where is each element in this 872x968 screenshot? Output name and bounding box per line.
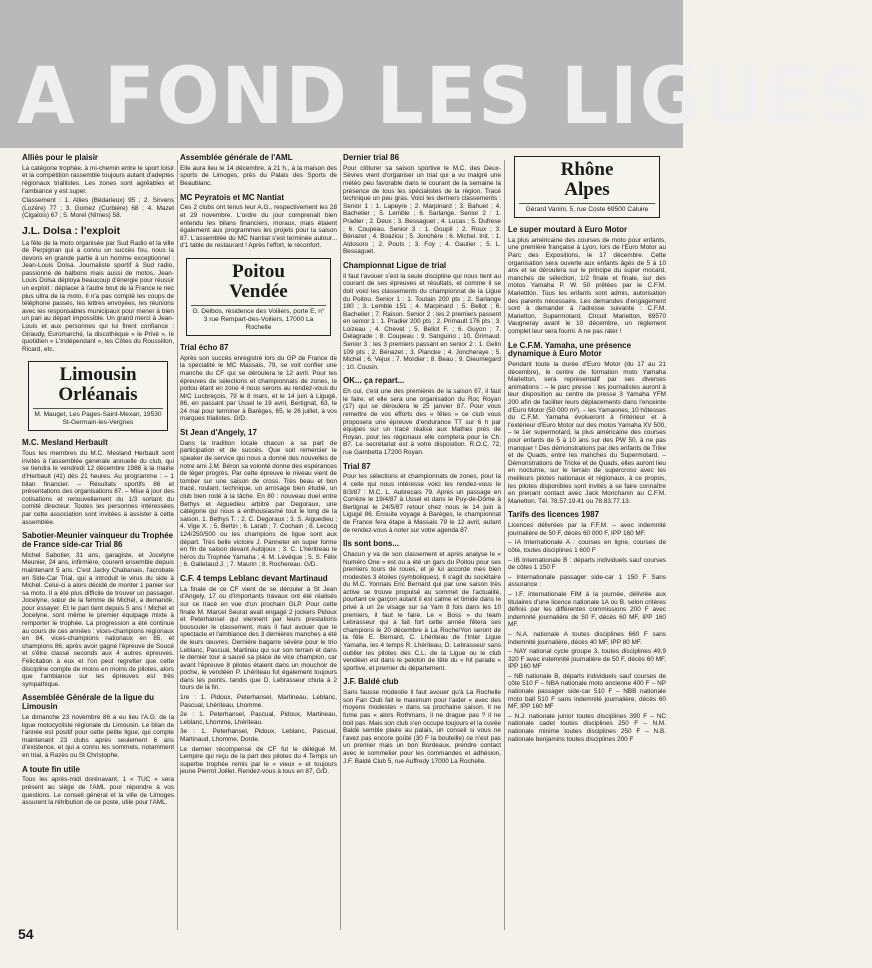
- league-name: Poitou: [232, 260, 285, 282]
- league-name: Orléanais: [58, 384, 138, 406]
- column-4: [508, 148, 666, 948]
- article-text: Tous les après-midi dorénavant, 1 « TUC » sera présent au siège de l'AML pour répondre à vos questions. Le conseil général et la ville de Limoges assurent la rétribution de ce poste, utile pour l'AML.: [22, 776, 174, 807]
- article-text: Classement : 1. Allies (Bédarieux) 95 ; 2. Sirvens (Lozère) 77 ; 3. Gomez (Curbière) 68 ; 4. Mazet (Cigalois) 67 ; 5. Morel (Nîmes) 58.: [22, 197, 174, 220]
- article-text: 3e : 1. Peterhansel, Pidoux, Leblanc, Pascual, Martinaud, Lhomme, Dorde.: [180, 728, 337, 744]
- section-banner: [0, 0, 872, 148]
- article-text: Michel Sabotier, 31 ans, garagiste, et Jocelyne Meunier, 24 ans, infirmière, courent ensemble depuis maintenant 5 ans. C'est Jacky Chabanais, l'acrobate en Side-Car Trial, qui a introduit le virus du side à Michel. Celui-ci a alors décidé de monter 1 panier sur sa moto. Il a été plus difficile de trouver un passager. Jocelyne, sœur de la femme de Michel, a demandé, pour essayer. Et le pari tient depuis 5 ans ! Michel et Jocelyne, sont même le premier équipage mixte à remporter le trophée. La progression a été continue au cours de ces années : vices-champions régionaux en 84, vices-champions nationaux en 85, et champions 86, après avoir gagné l'épreuve de Soucé et s'être classé seconds aux 4 autres épreuves. Félicitation à eux et l'on peut regretter que cette discipline compte de moins en moins de pilotes, alors que l'ambiance sur les épreuves est très sympathique.: [22, 551, 174, 688]
- article-text: Le dimanche 23 novembre 86 a eu lieu l'A.G. de la ligue motocycliste régionale du Limousin. Le bilan de l'année est positif pour cette petite ligue, qui compte maintenant 23 clubs après seulement 6 ans d'existence, et qui a connu les sommets, notamment en trial, à Razès ou St Christophe.: [22, 714, 174, 759]
- article-text: Pendant toute la durée d'Euro Motor (du 17 au 21 décembre), le centre de formation moto Yamaha Marietton, sera représentatif par ses diverses animations : – le parc presse : les journalistes auront à leur disposition au centre de presse 3 Yamaha YFM 200 afin de faciliter leurs déplacements dans l'enceinte d'Euro Motor (50 000 m²). – les Yamaones, 10 hôtesses du C.F.M. Yamaha évolueront à l'intérieur et à l'extérieur d'Euro Motor sur des motos Yamaha XV 500, – le 1er supermotard, la plus américaine des courses pour enfants de 5 à 10 ans sur des PW 50, à ne pas manquer ! Des démonstrations par des enfants de Trike et de Quads, entre les manches du Supermotard. – Démonstrations de Tricke et de Quads, elles auront lieu en nocturne, sur le terrain de supercross avec les meilleurs pilotes nationaux et régionaux, à ce propos, les pilotes disponibles sont invités à se faire connaître en prenant contact avec Jack Monchanin au C.F.M. Marietton. Tél. 78.57.19.41 ou 78.83.77.13.: [508, 361, 666, 505]
- article-text: – IA Internationale A : courses en ligne, courses de côte, toutes disciplines 1 600 F: [508, 539, 666, 554]
- article-text: Pour clôturer sa saison sportive le M.C. des Deux-Sèvres vient d'organiser un trial qui a vu malgré une météo peu favorable dans le courant de la semaine la présence de tous les spécialistes de la région. Tracé technique un peu gras. Voici les derniers classements : Senior 1 : 1. Lapeyre ; 2. Marpinard ; 3. Bahuet ; 4. Bachelier ; 5. Lemble ; 6. Sarlange. Senior 2 : 1. Pradier ; 2. Deux ; 3. Bessaguet ; 4. Lucas ; 5. Dufrese ; 6. Coupeau. Senior 3 : 1. Goupil ; 2. Roux ; 3. Bénazet ; 4. Boaziou ; 5. Jonchère ; 6. Michel. Init. : 1. Aldosoro ; 2. Pouts ; 3. Foy ; 4. Gautier ; 5. L. Bessaguet.: [343, 164, 501, 256]
- league-name: Limousin: [59, 364, 137, 386]
- article-text: Tous les membres du M.C. Mesland Herbault sont invités à l'assemblée générale annuelle du club, qui se tiendra le vendredi 12 décembre 1986 à la mairie d'Herbault (41) dès 21 heures. Au programme : – 1 bilan financier. – Résultats sportifs 86 et présentations des organisations 87. – Mise à jour des cotisations et renouvellement du 1/3 sortant du comité directeur. Toutes les personnes intéressées par cette association sont invitées à assister à cette assemblée.: [22, 450, 174, 526]
- article-heading: Ils sont bons...: [343, 539, 400, 549]
- league-box: [28, 361, 168, 431]
- article-text: – Internationale passager side-car 1 150 F Sans assurance :: [508, 573, 666, 589]
- column-1: [22, 148, 174, 948]
- article-text: Après son succès enregistré lors du GP de France de la spécialité le MC Massais, 79, se voit confier une manche du CF qui se déroulera le 12 avril. Pour les épreuves de sélections et championnats de zones, le poitou étant en zone 4 nous serons au rendez-vous du M/C Lucbreçois, 79 le 8 mars, et le 14 juin à Ligugé, 86, en passant par Ussel le 19 avril, Bertignat, 63, le 24 mai pour terminer à Barèges, 65, le 26 juillet, à vos marques trialistes. G/D.: [180, 354, 337, 423]
- article-heading: C.F. 4 temps Leblanc devant Martinaud: [180, 573, 328, 583]
- article-text: – N.J. nationale junior toutes disciplines 390 F – NC nationale cadet toutes disciplines 250 F – N.M. nationale minime toutes disciplines 250 F – N.B. nationale benjamins toutes disciplines 200 F: [508, 712, 666, 743]
- article-text: Ces 2 clubs ont tenus leur A.G., respectivement les 28 et 29 novembre. L'ordre du jour comprenait bien entendu les bilans financiers, moraux, mais étaient également aux programmes les projets pour la saison 87. L'assemblée du MC Nantiat s'est terminée autour... d'1 table de restaurant ! Après l'effort, le réconfort.: [180, 204, 337, 250]
- article-text: Le dernier récompensé de CF fut le délégué M. Lempire qui reçu de la part des pilotes du 4 Temps un superbe trophée remis par le « vieux » et toujours jeune Pierrot Joillet. Rendez-vous à tous en 87, G/D.: [180, 745, 337, 776]
- article-text: – N.A. nationale A toutes disciplines 660 F sans indemnité journalière, décès 40 MF, IPP 80 MF.: [508, 630, 666, 646]
- article-text: Pour les sélections et championnats de zones, pour la 4 celle qui nous intéresse voici les rendez-vous le 8/3/87 : M.C. L. Aubrecais 79. Après un passage en Corrèze le 19/4/87 à Ussel et dans le Puy-de-Dôme à Bertignat le 24/5/87 retour chez nous le 14 juin à Ligugé 86. Ensuite voyage à Barèges, le championnat de France fera étape à Massais 79 le 12 avril, autant de rendez-vous à noter sur votre agenda 87.: [343, 473, 501, 534]
- article-heading: MC Peyratois et MC Nantiat: [180, 192, 285, 202]
- article-text: 2e : 1. Peterhansel, Pascual, Pidoux, Martineau, Leblanc, Lhomme, Lhériteau.: [180, 711, 337, 726]
- article-heading: Alliés pour le plaisir: [22, 153, 99, 162]
- article-text: La fête de la moto organisée par Sud Radio et la ville de Perpignan qui a connu un succès fou, nous la devons en grande partie à un homme exceptionnel : Jean-Louis Dolsa. Journaliste sportif à Sud radio, passionné de balbons mais aussi de motos, Jean-Louis Dolsa déploya beaucoup d'énergie pour réussir un exploit : déplacer à l'autre bout de la France le nec plus ultra de la moto. Il n'a pas compté les coups de téléphone passés, les lettres envoyées, les réunions avec les responsables municipaux pour mener à bien un pari au départ impossible. Un grand merci à Jean-Louis et aux personnes qui lui firent confiance : Giraudy, Euromarché, la discothèque « le Privé », le quotidien « L'Indépendant », les Côtes du Roussillon, Ricard, etc.: [22, 239, 174, 353]
- article-text: Dans la tradition locale chacun a sa part de participation et de succès. Que soit remercier le speaker de service qui nous a donné des nouvelles de notre ami J.M. Béron sa volonté donne des espérances de léger progrès. Par cette épreuve le niveau vient de tomber sur une saison de cross. Très beau et bon tracé, roulant, technique, un arrosage bien étudié, un club bien rodé à la tâche. En 80 : nouveau duel entre Bethys et Aiguedieu arbitré par Degoraux, une catégorie qui nous a enthousiasmé tout le long de la saison. 1. Bethys T. ; 2. C. Degoraux ; 3. S. Aiguedieu ; 4. Vige X. ; 5. Bertin ; 6. Larab ; 7. Cochain ; 8. Lecocq 124/250/500 ou les champions de ligue sont aux départ. Très belle victoire J. Panneter en super forme en fin de saison devant Aubijoux ; 3. C. L'héritreau le héros du Trophée Yamaha ; 4. M. Lévêque ; 5. S. Félix ; 6. Galletaud J. ; 7. Maurin ; 8. Rochereau. G/D.: [180, 439, 337, 569]
- article-heading: J.F. Baldé club: [343, 677, 399, 687]
- league-name: Alpes: [564, 179, 610, 200]
- league-address: G. Delbos, résidence des Voiliers, porte E, n° 3 rue Rempart-des-Voiliers, 17000 La Rochelle: [191, 305, 326, 332]
- article-text: Il faut l'avouer s'est la seule discipline qui nous tient au courant de ses épreuves et résultats, et comme il se doit voici les classements du championnat de la Ligue du Poitou. Senior 1 : 1. Toutain 200 pts ; 2. Sarlange 180 ; 3. Lemble 151 ; 4. Marpinard ; 5. Bellot ; 6. Bachelier ; 7. Raison. Senior 2 : les 2 premiers passent en senior 1 : 1. Pradier 200 pts ; 2. Primault 176 pts ; 3. Loizeau ; 4. Chevet ; 5. Bellot F. ; 6. Guyon ; 7. Delagrade ; 8. Coupeau ; 9. Sanguino ; 10. Grimaud. Senior 3 : les 3 premiers passant en senior 2 : 1. Gelin 109 pts ; 2. Bénazet ; 3. Plancke ; 4. Joncheraye ; 5. Michel ; 6. Vejux ; 7. Mordier ; 8. Beau ; 9. Dieumegard ; 10. Cousin.: [343, 272, 501, 371]
- article-text: Licences délivrées par la F.F.M. – avec indemnité journalière de 50 F, décès 60 000 F, IPP 160 MF.: [508, 522, 666, 537]
- league-address: M. Mauget, Les Pages-Saint-Mexan, 19530 St-Germain-les-Vergnes: [33, 408, 163, 427]
- article-text: – I.F. internationale FIM à la journée, délivrée aux titulaires d'une licence nationale 1A ou B. selon critères définis par les différentes commissions 200 F avec indemnité journalière de 50 F, décès 60 MF, IPP 160 MF.: [508, 590, 666, 629]
- article-text: – NB nationale B, départs individuels sauf courses de côte 510 F – NBA nationale moto ancienne 400 F – NP nationale passager side-car 510 F – NBB nationale moto ball 510 F sans indemnité journalière, décès 60 MF, IPP 160 MF: [508, 672, 666, 711]
- league-name: Rhône: [560, 159, 614, 180]
- article-heading: Assemblée Générale de la ligue du Limousin: [22, 693, 155, 712]
- article-text: Chacun y va de son classement et après analyse le « Numéro One » est ou a été un gars du Poitou pour ses premiers tours de roues, et je lui accorde mes bien modestes 3 étoiles (symboliques). Il s'agit du sociétaire du M.C. Yonnais Eric Bernard qui par une saison très active se trouve propulsé au sommet de l'actualité, pourtant ce garçon autant il est calme et timide dans le privé à un 2e visage sur sa Yam 8 fois dans les 10 premiers, il faut le faire. Le « Boss » du team Lebrasseur qui a fait fort cette année fêtera ses champions le 20 décembre à La Roche/Yon seront de la fête E. Bernard, C. Lhériteau de l'Inter Ligue Yamaha, les 4 temps R. Lhériteau, D. Lebrasseur sans oublier les pilotes des C.L. de la Ligue ou le club vendéen est dans le peloton de tête du « hit parade » sportive, et premier du département.: [343, 550, 501, 672]
- article-heading: Tarifs des licences 1987: [508, 510, 600, 520]
- column-rule: [340, 160, 341, 930]
- league-box: [186, 258, 331, 336]
- article-heading: Trial 87: [343, 461, 371, 471]
- article-heading: Championnat Ligue de trial: [343, 260, 447, 270]
- league-box: [514, 156, 660, 218]
- column-3: [343, 148, 501, 948]
- league-address: Gérard Vanini, 5, rue Coste 69500 Caluire: [519, 203, 655, 214]
- league-name: Vendée: [229, 280, 288, 302]
- article-heading: St Jean d'Angely, 17: [180, 428, 257, 438]
- article-heading: Trial écho 87: [180, 342, 229, 352]
- article-heading: A toute fin utile: [22, 764, 80, 774]
- article-heading: M.C. Mesland Herbault: [22, 438, 108, 448]
- column-2: [180, 148, 337, 948]
- article-text: La plus américaine des courses de moto pour enfants, une première française à Lyon, lors de l'Euro Motor au Parc des Expositions, le 17 décembre. Cette organisation sera ouverte aux enfants âgés de 5 à 10 ans et se déroulera sur le principe du super mocard, manches de sélection, 1/2 finale et finale, sur des motos Yamaha P. W. 50 prêtées par le C.F.M. Mariettton. Tous les enfants sont admis, autorisation des parents nécessaire. Les demandes d'engagement sont à demander à l'adresse suivante : C.F.M. Marietton, Supermotard, Circuit Marietton, 69570 Vaugneray avant le 10 décembre, un règlement complet leur sera fourni. A ne pas rater !: [508, 236, 666, 335]
- article-heading: Dernier trial 86: [343, 153, 400, 162]
- article-heading: Le C.F.M. Yamaha, une présence dynamique à Euro Motor: [508, 340, 632, 359]
- column-rule: [177, 160, 178, 930]
- article-text: Elle aura lieu le 14 décembre, à 21 h., à la maison des sports de Limoges, près du Palais des Sports de Beaublanc.: [180, 164, 337, 187]
- banner-title: A FOND LES LIGUES: [17, 52, 872, 142]
- article-heading: OK... ça repart...: [343, 376, 405, 386]
- article-heading: Assemblée générale de l'AML: [180, 153, 293, 162]
- article-text: 1re : 1. Pidoux, Peterhansel, Martineau, Leblanc, Pascual, Lhériteau, Lhomme.: [180, 694, 337, 709]
- article-text: La catégorie trophée, à mi-chemin entre le sport loisir et la compétition rassemble toujours autant d'adeptes régionaux triallistes. Les zones sont agréables et l'ambiance y est super.: [22, 164, 174, 195]
- column-rule: [504, 160, 505, 930]
- article-heading: J.L. Dolsa : l'exploit: [22, 224, 121, 237]
- page-number: 54: [18, 926, 34, 942]
- article-text: – IB Internationale B : départs individuels sauf courses de côtes 1 150 F: [508, 556, 666, 572]
- article-text: Sans fausse modestie il faut avouer qu'à La Rochelle son Fan Club fait le maximum pour l'aider « avec des moyens modestes » dans sa prochaine saison. Il ne fume pas « alors Rothmans, il ne drague pas ? il ne boit pas. Mais son club s'en occupe toujours et la cuvée Baldé semble plaire au palais, un conseil si vous ne l'avez pas encore goûté (30 F la bouteille) ce n'est pas un premier mais un bon Bordeaux, prendre contact avec le sommelier pour les commandes et adhésion, J.F. Baldé Club 5, rue Auffredy 17000 La Rochelle.: [343, 689, 501, 765]
- article-heading: Sabotier-Meunier vainqueur du Trophée de France side-car Trial 86: [22, 531, 174, 549]
- article-heading: Le super moutard à Euro Motor: [508, 225, 628, 234]
- article-text: Eh oui, c'est une des premières de la saison 87, il faut le faire, et elle sera une organisation du Roc Royan (17) qui se déroulera le 25 janvier 87. Pour vous remettre de vos efforts des « fêtes » ce club vous proposera une épreuve d'endurance TT sur 6 h par équipes sur un tracé réalisé aux Mathes près de Royan, pour les régionaux elle comptera pour le Ch. B7. Le secrétariat est à votre disposition. R.O.C. 72, rue Gambetta 17200 Royan.: [343, 388, 501, 456]
- article-text: La finale de ce CF vient de se dérouler à St Jean d'Angely, 17 ou d'importants travaux ont été réalisés sur ce tracé en vue d'un prochain GLP. Pour cette finale M. Marcel Seurat avait engagé 2 jockers Pidoux et Peterhansel qui viennent par leurs prestations bousculer le classement, mais il faut avouer que le spectacle et l'ambiance des 3 dernières manches a été de leurs œuvres. Dernière bagarre sévère pour le trio Leblanc, Pascual, Martinau qui sur son terrain et dans le dernier tour a sauvé sa place de vice champion, car avant l'épreuve 8 pilotes étaient dans un mouchoir de poche, le vendéen P. Lhériteau fut également toujours dans les points, tandis que D. Lebrasseur chuta à 2 tours de la fin.: [180, 585, 337, 692]
- article-text: – NAY national cycle groupe 3, toutes disciplines 49,9 320 F avec indemnité journalière de 50 F, décès 60 MF, IPP 160 MF: [508, 648, 666, 671]
